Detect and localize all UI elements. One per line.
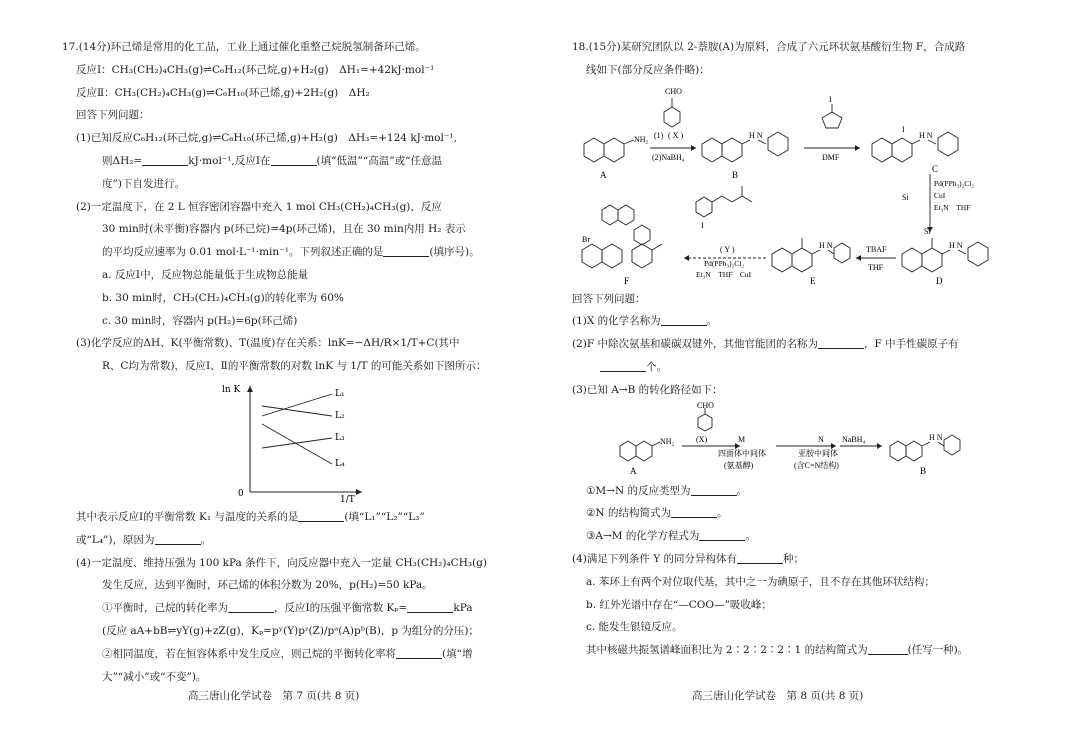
q17-p2-text-b: (填序号)。 (429, 246, 480, 259)
q17-p3-text-a: 其中表示反应Ⅰ的平衡常数 K₁ 与温度的关系的是 (76, 510, 299, 523)
reagent-cho: CHO (665, 86, 682, 96)
pathway-compound-b (890, 432, 960, 461)
q18-p3-3-text-b: 。 (745, 530, 756, 543)
q17-reaction-2: 反应Ⅱ：CH₃(CH₂)₄CH₃(g)⇌C₆H₁₀(环己烯,g)+2H₂(g) ΔH₂ (76, 86, 370, 99)
q17-p1-answer-temp[interactable] (271, 153, 317, 166)
q18-p4-answer-structure[interactable] (868, 642, 908, 655)
q17-reaction-1: 反应Ⅰ：CH₃(CH₂)₄CH₃(g)⇌C₆H₁₂(环己烷,g)+H₂(g) ΔH₁=+42kJ·mol⁻¹ (76, 63, 435, 76)
pathway-x: (X) (696, 434, 708, 444)
q17-header: 17.(14分)环己烯是常用的化工品，工业上通过催化重整己烷脱氢制备环己烯。 (62, 41, 426, 53)
reagent-y-structure (696, 186, 752, 217)
step1-x: ( X ) (668, 130, 684, 140)
a-to-b-pathway-svg (572, 402, 1022, 480)
step3-et3n: Et₃N THF (934, 202, 971, 212)
q17-part3-line1: (3)化学反应的ΔH、K(平衡常数)、T(温度)存在关系：lnK=−ΔH/R×1/T+C(其中 (76, 337, 460, 350)
step3-cui: CuI (934, 190, 946, 200)
q17-part3-line3 (62, 506, 532, 529)
q17-p4-answer-conversion[interactable] (228, 600, 274, 613)
compound-f-br: Br (582, 234, 590, 244)
q17-part2-line1: (2)一定温度下，在 2 L 恒容密闭容器中充入 1 mol CH₃(CH₂)₄CH₃(g)，反应 (76, 200, 442, 213)
lnk-graph-svg (222, 380, 372, 504)
compound-e (772, 238, 850, 272)
compound-c-iodine: I (902, 124, 905, 134)
graph-origin: 0 (238, 488, 244, 499)
q17-p4-text-d: ②相同温度，若在恒容体系中发生反应，则己烷的平衡转化率将 (102, 647, 396, 660)
footer-page-7: 高三唐山化学试卷 第 7 页(共 8 页) (188, 690, 360, 702)
q17-part1-line2 (62, 150, 532, 173)
q18-p2-text-b: ，F 中手性碳原子有 (864, 338, 959, 351)
curve-l3-label: L₃ (335, 432, 345, 443)
q18-header-line2: 线如下(部分反应条件略)： (586, 63, 710, 76)
pathway-n-desc1: 亚胺中间体 (798, 448, 838, 458)
label-c: C (932, 163, 939, 174)
q17-p4-text-a: ①平衡时，己烷的转化率为 (102, 602, 228, 615)
compound-a (584, 138, 634, 162)
q18-p4-text-a: (4)满足下列条件 Y 的同分异构体有 (572, 552, 737, 565)
label-e: E (810, 275, 816, 286)
compound-e-nh: H N (819, 240, 833, 250)
q18-p4-text-b: 种； (782, 552, 804, 565)
q17-p4-text-e: (填“增 (442, 647, 473, 660)
reagent-y-iodine: I (701, 220, 704, 230)
q17-p3-text-c: 或“L₄”)，原因为 (76, 533, 155, 546)
q17-p1-text-b: kJ·mol⁻¹,反应Ⅰ在 (188, 154, 271, 167)
q17-option-b: b. 30 min时，CH₃(CH₂)₄CH₃(g)的转化率为 60% (102, 291, 344, 304)
compound-d-nh: H N (949, 240, 963, 250)
footer-page-8: 高三唐山化学试卷 第 8 页(共 8 页) (692, 690, 864, 702)
q17-part2-line2: 30 min时(未平衡)容器内 p(环己烷)=4p(环己烯)，且在 30 min内用 H₂ 表示 (102, 223, 466, 236)
step4-tbaf: TBAF (866, 244, 887, 254)
compound-d-si: Si (924, 226, 931, 236)
step5-pd: Pd(PPh₃)₂Cl₂ (704, 258, 744, 268)
compound-d (902, 238, 988, 272)
q18-p3-1-text-b: 。 (736, 484, 747, 497)
q17-option-c: c. 30 min时，容器内 p(H₂)=6p(环己烯) (102, 314, 298, 327)
q18-condition-a: a. 苯环上有两个对位取代基，其中之一为碘原子，且不存在其他环状结构； (586, 575, 935, 588)
q17-p1-answer-dh2[interactable] (142, 153, 188, 166)
pathway-label-b: B (920, 465, 927, 476)
q18-p3-2-answer[interactable] (671, 505, 717, 518)
q18-part4-final (572, 639, 1022, 662)
a-to-b-pathway-scheme (572, 402, 1022, 480)
curve-l2-label: L₂ (335, 410, 345, 421)
pathway-n-desc2: (含C=N结构) (794, 460, 839, 470)
compound-b (702, 132, 788, 162)
q17-part4-note: (反应 aA+bB⇌yY(g)+zZ(g)，Kₚ=pʸ(Y)pᶻ(Z)/pᵃ(A)pᵇ(B)，p 为组分的分压)； (102, 624, 480, 637)
q18-p1-answer[interactable] (661, 313, 707, 326)
curve-l4-label: L₄ (335, 458, 345, 469)
pathway-label-a: A (630, 465, 637, 476)
label-b: B (732, 169, 739, 180)
q17-p1-text-c: (填“低温”“高温”或“任意温 (316, 154, 442, 167)
q18-part3-sub2 (572, 502, 1022, 525)
label-d: D (936, 275, 943, 286)
pathway-cho: CHO (697, 401, 714, 410)
q17-p3-answer-curve[interactable] (298, 509, 344, 522)
step1-nabh4: (2)NaBH₄ (652, 152, 685, 162)
compound-c-nh: H N (919, 130, 933, 140)
tms-reagent-si: Si (902, 192, 909, 202)
pathway-compound-a (620, 441, 660, 461)
q18-part3-sub1 (572, 480, 1022, 503)
pathway-nabh4: NaBH₄ (842, 434, 866, 444)
q17-option-a: a. 反应Ⅰ中，反应物总能量低于生成物总能量 (102, 268, 309, 281)
q17-p4-text-b: ，反应Ⅰ的压强平衡常数 Kₚ= (274, 602, 408, 615)
q17-p4-text-c: kPa (453, 602, 473, 615)
nis-reagent (822, 104, 842, 128)
q18-part2-end (572, 356, 1022, 379)
q18-condition-c: c. 能发生银镜反应。 (586, 621, 683, 634)
q18-p1-text-b: 。 (706, 315, 718, 328)
q17-part4-line2: 发生反应，达到平衡时，环己烯的体积分数为 20%，p(H₂)=50 kPa。 (102, 579, 433, 592)
q18-part3-sub3 (572, 525, 1022, 548)
compound-f (582, 205, 662, 268)
q18-p3-2-text-a: ②N 的结构简式为 (586, 507, 671, 520)
question-18 (572, 36, 1022, 662)
step4-thf: THF (868, 262, 884, 272)
pathway-m-desc1: 四面体中间体 (718, 448, 766, 458)
q18-header-line1: 18.(15分)某研究团队以 2-萘胺(A)为原料，合成了六元环状氨基酸衍生物 F，合成路 (572, 41, 966, 53)
pathway-benzaldehyde (698, 408, 712, 431)
pathway-n: N (818, 434, 824, 444)
q18-part1 (572, 310, 1022, 333)
graph-y-label: ln K (222, 384, 241, 395)
q18-p4-answer-count[interactable] (737, 551, 783, 564)
q17-p4-answer-kp[interactable] (407, 600, 453, 613)
q18-p1-text-a: (1)X 的化学名称为 (572, 315, 661, 328)
lnk-vs-inverse-t-graph (62, 380, 532, 504)
q18-p3-3-text-a: ③A→M 的化学方程式为 (586, 530, 700, 543)
step3-pd: Pd(PPh₃)₂Cl₂ (934, 178, 974, 188)
q18-p3-1-text-a: ①M→N 的反应类型为 (586, 484, 691, 497)
pathway-m-desc2: (氨基醇) (724, 460, 754, 470)
q17-p2-text-a: 的平均反应速率为 0.01 mol·L⁻¹·min⁻¹。下列叙述正确的是 (102, 246, 384, 259)
q17-part3-line2: R、C均为常数)，反应Ⅰ、Ⅱ的平衡常数的对数 lnK 与 1/T 的可能关系如下图所示： (102, 360, 487, 373)
q18-p4-text-d: 其中核磁共振氢谱峰面积比为 2∶2∶2∶2∶1 的结构简式为 (586, 644, 868, 657)
q18-p3-2-text-b: 。 (716, 507, 728, 520)
q18-part4 (572, 548, 1022, 571)
q17-part4-line1: (4)一定温度、维持压强为 100 kPa 条件下，向反应器中充入一定量 CH₃(CH₂)₄CH₃(g) (76, 556, 487, 569)
curve-l2 (262, 406, 332, 416)
step5-y: ( Y ) (720, 244, 735, 254)
q17-part4-sub1 (62, 597, 532, 620)
pathway-b-nh: H N (929, 432, 943, 442)
q18-p3-3-answer[interactable] (699, 528, 745, 541)
compound-a-nh2: NH₂ (634, 134, 649, 144)
synthesis-route-scheme (572, 82, 1022, 288)
q17-part1-line3: 度”)下自发进行。 (102, 177, 185, 190)
q17-part2-line3 (62, 241, 532, 264)
q17-part3-line4 (62, 529, 532, 552)
q18-p2-answer-group[interactable] (818, 336, 864, 349)
q17-p2-answer[interactable] (383, 244, 429, 257)
synthesis-route-svg (572, 82, 1022, 288)
step1-label-1: (1) (654, 130, 664, 140)
q18-p2-answer-chiral[interactable] (600, 359, 646, 372)
q18-prompt: 回答下列问题： (572, 292, 646, 305)
label-f: F (624, 275, 630, 286)
step2-dmf: DMF (822, 152, 840, 162)
q18-p3-1-answer[interactable] (691, 483, 737, 496)
q17-part1-line1: (1)已知反应C₆H₁₂(环己烷,g)⇌C₆H₁₀(环己烯,g)+H₂(g) ΔH₃=+124 kJ·mol⁻¹, (76, 132, 457, 145)
label-a: A (600, 169, 607, 180)
q18-p2-text-a: (2)F 中除次氨基和碳碳双键外，其他官能团的名称为 (572, 338, 818, 351)
curve-l1 (262, 394, 332, 416)
q17-prompt: 回答下列问题： (76, 109, 150, 122)
compound-c (872, 132, 958, 162)
compound-b-nh: H N (749, 130, 763, 140)
q18-part3: (3)已知 A→B 的转化路径如下： (572, 383, 723, 396)
q17-p3-answer-reason[interactable] (155, 532, 201, 545)
q18-part2 (572, 333, 1022, 356)
nis-iodine: I (829, 94, 832, 104)
graph-x-label: 1/T (340, 494, 355, 504)
pathway-m: M (738, 434, 746, 444)
q17-p1-text-a: 则ΔH₂= (102, 154, 143, 167)
curve-l1-label: L₁ (335, 388, 345, 399)
q18-p4-text-e: (任写一种)。 (907, 644, 969, 657)
q18-p2-text-c: 个。 (646, 360, 667, 373)
pathway-a-nh2: NH₂ (660, 436, 675, 446)
q17-part4-sub2-end: 大”“减小”或“不变”)。 (102, 670, 207, 683)
q18-condition-b: b. 红外光谱中存在“—COO—”吸收峰； (586, 598, 772, 611)
q17-p3-text-d: 。 (200, 533, 212, 546)
curve-l4 (262, 424, 332, 464)
curve-l3 (262, 438, 332, 448)
q17-p3-text-b: (填“L₁”“L₂”“L₃” (344, 510, 425, 523)
q17-p4-answer-change[interactable] (396, 646, 442, 659)
benzaldehyde (664, 98, 680, 127)
step5-et3n: Et₃N THF CuI (696, 269, 752, 279)
question-17 (62, 36, 532, 688)
q17-part4-sub2 (62, 643, 532, 666)
